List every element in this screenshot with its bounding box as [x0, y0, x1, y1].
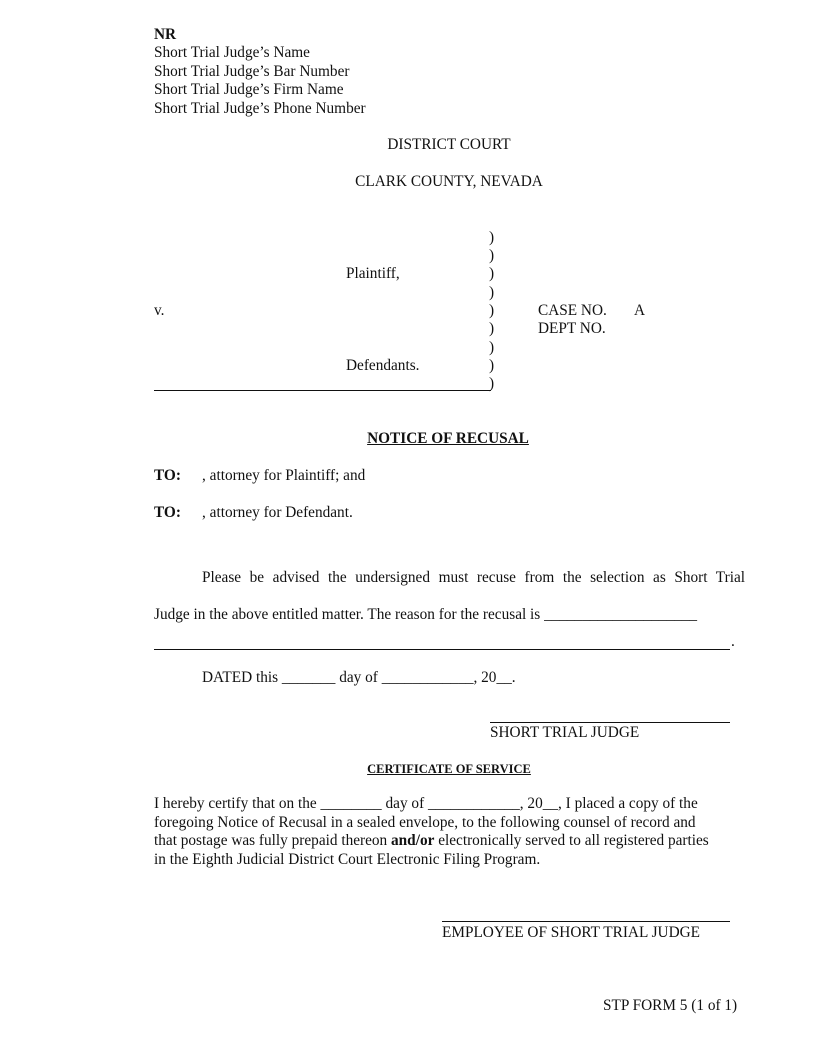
judge-name: Short Trial Judge’s Name [154, 44, 310, 62]
form-code: NR [154, 26, 177, 43]
certificate-line-3-start: that postage was fully prepaid thereon [154, 832, 392, 849]
recusal-paragraph-line-1: Please be advised the undersigned must recuse from the selection as Short Trial [202, 569, 745, 586]
certificate-title: CERTIFICATE OF SERVICE [367, 762, 531, 776]
court-county: CLARK COUNTY, NEVADA [355, 173, 543, 190]
case-number-label: CASE NO. [538, 302, 607, 319]
caption-paren: ) [489, 357, 495, 374]
judge-bar-number: Short Trial Judge’s Bar Number [154, 62, 350, 80]
header-block [154, 26, 366, 118]
caption-paren: ) [489, 247, 495, 264]
recusal-reason-blank-line [154, 649, 730, 650]
form-number: STP FORM 5 (1 of 1) [603, 997, 738, 1014]
caption-underline [154, 390, 491, 391]
certificate-and-or: and/or [391, 832, 435, 849]
dept-number-label: DEPT NO. [538, 320, 606, 337]
caption-paren: ) [489, 284, 495, 301]
judge-signature-line [490, 722, 730, 723]
certificate-line-3 [154, 832, 754, 851]
caption-paren: ) [489, 265, 495, 282]
court-name: DISTRICT COURT [387, 136, 511, 153]
to-label: TO: [154, 504, 181, 521]
to-label: TO: [154, 467, 181, 484]
recusal-paragraph-line-2: Judge in the above entitled matter. The reason for the recusal is ____________________ [154, 606, 698, 623]
caption-paren: ) [489, 339, 495, 356]
defendants-label: Defendants. [346, 357, 420, 374]
dated-line: DATED this _______ day of ____________, 20__. [202, 669, 516, 686]
judge-firm-name: Short Trial Judge’s Firm Name [154, 81, 344, 99]
plaintiff-label: Plaintiff, [346, 265, 400, 282]
judge-phone-number: Short Trial Judge’s Phone Number [154, 99, 366, 117]
certificate-paragraph [154, 795, 754, 869]
to-defendant-attorney: , attorney for Defendant. [202, 504, 353, 521]
recusal-paragraph-end: . [731, 633, 735, 650]
employee-signature-line [442, 921, 730, 922]
employee-signature-label: EMPLOYEE OF SHORT TRIAL JUDGE [442, 924, 701, 941]
notice-title: NOTICE OF RECUSAL [367, 430, 529, 447]
judge-signature-label: SHORT TRIAL JUDGE [490, 724, 640, 741]
certificate-line-1: I hereby certify that on the ________ day of ____________, 20__, I placed a copy of the [154, 795, 698, 812]
recusal-paragraph [154, 559, 745, 633]
certificate-line-3-end: electronically served to all registered parties [434, 832, 709, 849]
case-number-value: A [634, 302, 646, 319]
versus-label: v. [154, 302, 165, 319]
certificate-line-4: in the Eighth Judicial District Court Electronic Filing Program. [154, 850, 541, 868]
caption-paren: ) [489, 302, 495, 319]
caption-paren: ) [489, 229, 495, 246]
caption-paren: ) [489, 375, 495, 392]
certificate-line-2: foregoing Notice of Recusal in a sealed envelope, to the following counsel of record and [154, 813, 696, 831]
to-plaintiff-attorney: , attorney for Plaintiff; and [202, 467, 366, 484]
caption-paren: ) [489, 320, 495, 337]
